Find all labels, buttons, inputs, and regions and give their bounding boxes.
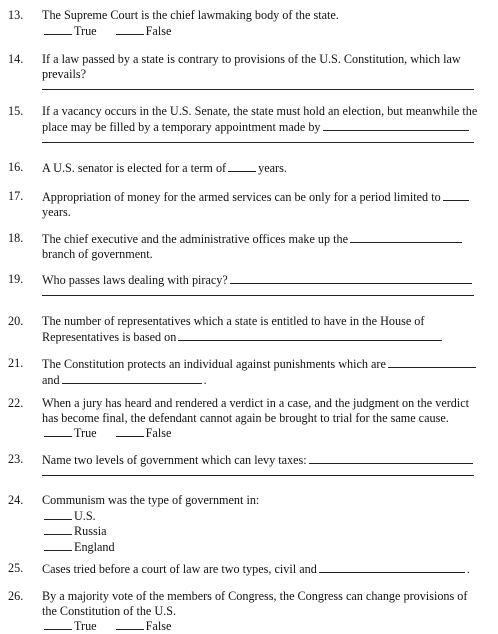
question-text: When a jury has heard and rendered a verdict in a case, and the judgment on the verdict [42,396,470,410]
option-true[interactable]: True [42,618,97,634]
question-number: 19. [8,272,24,286]
question-number: 24. [8,493,24,507]
question-text-cont: has become final, the defendant cannot again be brought to trial for the same cause. [42,410,449,425]
option-true[interactable]: True [42,23,97,39]
question-text: If a vacancy occurs in the U.S. Senate, the state must hold an election, but meanwhile the [42,104,478,118]
answer-line[interactable] [42,475,474,476]
answer-blank[interactable] [230,272,472,284]
question-number: 15. [8,104,24,118]
answer-blank[interactable] [319,561,465,573]
answer-line[interactable] [42,142,474,143]
question-text: By a majority vote of the members of Congress, the Congress can change provisions of [42,589,468,603]
question-number: 17. [8,189,24,203]
option-us[interactable]: U.S. [42,508,482,524]
question-text: Appropriation of money for the armed services can be only for a period limited to [42,190,441,204]
question-text: The chief executive and the administrative offices make up the [42,232,349,246]
question-text: The number of representatives which a state is entitled to have in the House of [42,314,425,328]
question-text: Communism was the type of government in: [42,493,260,507]
question-number: 25. [8,561,24,575]
answer-blank[interactable] [228,160,256,172]
answer-blank[interactable] [323,119,469,131]
answer-blank[interactable] [309,452,473,464]
question-text: Who passes laws dealing with piracy? [42,273,228,287]
question-number: 16. [8,160,24,174]
option-true[interactable]: True [42,425,97,441]
question-text: A U.S. senator is elected for a term of [42,161,227,175]
option-false[interactable]: False [114,23,172,39]
question-text-cont: the Constitution of the U.S. [42,603,177,618]
question-text-cont: prevails? [42,66,86,81]
question-number: 21. [8,356,24,370]
question-number: 14. [8,52,24,66]
question-text-cont: Representatives is based on [42,329,177,344]
answer-blank[interactable] [443,189,469,201]
question-number: 13. [8,8,24,22]
answer-line[interactable] [42,89,474,90]
question-text-cont: place may be filled by a temporary appointment made by [42,119,321,134]
question-number: 20. [8,314,24,328]
question-number: 23. [8,452,24,466]
question-text-cont: branch of government. [42,246,153,261]
option-england[interactable]: England [42,539,482,555]
answer-blank[interactable] [178,329,442,341]
question-number: 18. [8,231,24,245]
answer-blank[interactable] [388,356,476,368]
question-text: If a law passed by a state is contrary to provisions of the U.S. Constitution, which law [42,52,461,66]
question-text: Name two levels of government which can levy taxes: [42,453,307,467]
answer-blank[interactable] [350,231,462,243]
question-number: 22. [8,396,24,410]
question-text-cont: years. [42,204,71,219]
option-false[interactable]: False [114,618,172,634]
answer-line[interactable] [42,295,474,296]
question-text: The Supreme Court is the chief lawmaking body of the state. [42,8,339,22]
question-number: 26. [8,589,24,603]
question-text: Cases tried before a court of law are two types, civil and [42,562,317,576]
option-false[interactable]: False [114,425,172,441]
question-text: The Constitution protects an individual against punishments which are [42,357,386,371]
answer-blank[interactable] [62,372,202,384]
option-russia[interactable]: Russia [42,523,482,539]
